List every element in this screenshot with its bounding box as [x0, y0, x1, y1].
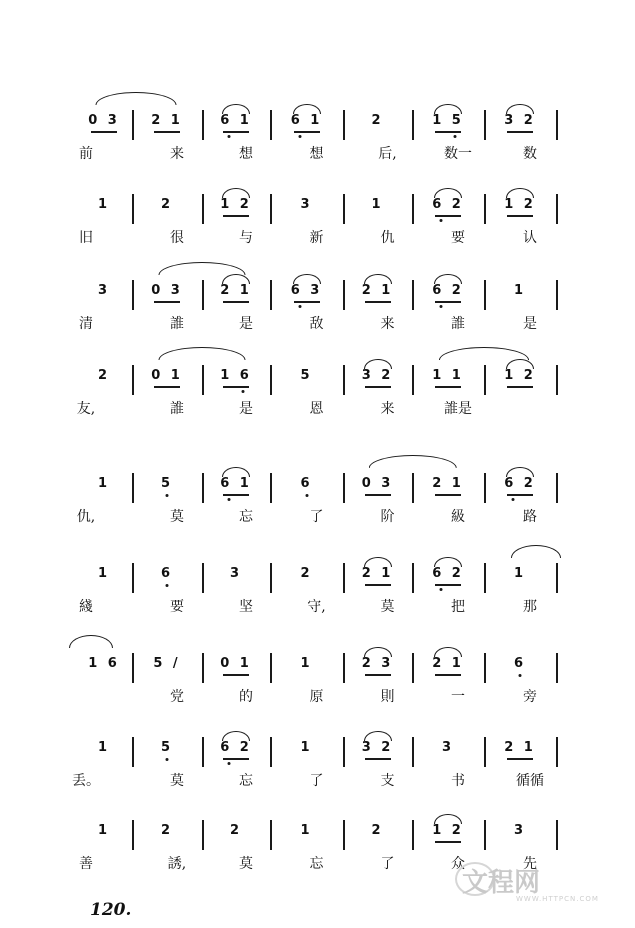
- note-group: 1: [97, 823, 111, 838]
- slur-arc: [506, 359, 534, 369]
- lyric: 党: [170, 689, 184, 705]
- bar-line: [270, 737, 272, 767]
- beam-underline: [435, 841, 461, 843]
- beam-underline: [223, 215, 249, 217]
- octave-dot: [166, 584, 169, 587]
- bar-line: [202, 280, 204, 310]
- bar-line: [270, 653, 272, 683]
- note-group: 6 1: [290, 113, 323, 128]
- note-group: 2: [160, 197, 174, 212]
- bar-line: [132, 563, 134, 593]
- bar-line: [484, 110, 486, 140]
- lyric: 誰是: [444, 401, 472, 417]
- lyric: 支: [380, 773, 395, 789]
- slur-arc: [434, 104, 462, 114]
- slur-arc: [222, 274, 250, 284]
- lyric: 誰: [170, 401, 184, 417]
- note-group: 3 2: [504, 113, 536, 128]
- octave-dot: [454, 135, 457, 138]
- bar-line: [484, 653, 486, 683]
- beam-underline: [223, 131, 249, 133]
- note-group: 2 1: [220, 283, 252, 298]
- octave-dot: [519, 674, 522, 677]
- bar-line: [132, 280, 134, 310]
- note-group: 2: [97, 368, 111, 383]
- bar-line: [132, 737, 134, 767]
- octave-dot: [305, 494, 308, 497]
- watermark-text: 文程网: [462, 868, 541, 898]
- lyric: 数一: [444, 146, 472, 162]
- lyric: 莫: [170, 773, 184, 789]
- bar-line: [412, 563, 414, 593]
- bar-line: [412, 365, 414, 395]
- slur-arc: [364, 731, 392, 741]
- bar-line: [132, 365, 134, 395]
- bar-line: [270, 110, 272, 140]
- note-group: 1: [97, 476, 111, 491]
- bar-line: [556, 473, 558, 503]
- note-group: 5: [300, 368, 313, 383]
- octave-dot: [228, 135, 231, 138]
- beam-underline: [365, 301, 391, 303]
- slur-arc: [434, 814, 462, 824]
- lyric: 綫: [79, 599, 93, 615]
- bar-line: [270, 365, 272, 395]
- bar-line: [343, 280, 345, 310]
- lyric: 則: [380, 689, 395, 705]
- beam-underline: [223, 674, 249, 676]
- slur-arc: [222, 731, 250, 741]
- score-system: [0, 108, 635, 168]
- note-group: 3: [97, 283, 111, 298]
- bar-line: [202, 563, 204, 593]
- lyric: 坚: [239, 599, 253, 615]
- bar-line: [343, 194, 345, 224]
- bar-line: [412, 820, 414, 850]
- bar-line: [484, 194, 486, 224]
- bar-line: [132, 820, 134, 850]
- slur-arc: [434, 188, 462, 198]
- note-group: 3: [229, 566, 243, 581]
- octave-dot: [242, 390, 245, 393]
- page-number: 120.: [90, 900, 132, 920]
- beam-underline: [435, 131, 461, 133]
- note-group: 2 1: [504, 740, 536, 755]
- lyric: 忘: [239, 773, 253, 789]
- note-group: 2 3: [361, 656, 394, 671]
- bar-line: [412, 110, 414, 140]
- beam-underline: [294, 131, 320, 133]
- phrase-slur: [158, 262, 245, 275]
- lyric: 忘: [309, 856, 324, 872]
- score-system: [0, 471, 635, 531]
- note-group: 3: [300, 197, 313, 212]
- lyric: 数: [523, 146, 537, 162]
- lyric: 循循: [516, 773, 544, 789]
- lyric: 一: [451, 689, 465, 705]
- lyric: 很: [170, 230, 184, 246]
- beam-underline: [507, 215, 533, 217]
- watermark-url: WWW.HTTPCN.COM: [516, 895, 599, 903]
- octave-dot: [440, 588, 443, 591]
- beam-underline: [507, 758, 533, 760]
- lyric: 前: [79, 146, 93, 162]
- note-group: 6: [300, 476, 313, 491]
- bar-line: [412, 653, 414, 683]
- beam-underline: [154, 386, 180, 388]
- slur-arc: [364, 274, 392, 284]
- bar-line: [343, 473, 345, 503]
- beam-underline: [365, 584, 391, 586]
- bar-line: [556, 365, 558, 395]
- beam-underline: [154, 301, 180, 303]
- phrase-slur: [69, 635, 113, 648]
- lyric: 新: [309, 230, 324, 246]
- bar-line: [202, 737, 204, 767]
- note-group: 3 2: [361, 368, 394, 383]
- lyric: 了: [309, 773, 324, 789]
- note-group: 5: [160, 740, 174, 755]
- score-system: [0, 651, 635, 711]
- note-group: 2 1: [432, 656, 464, 671]
- note-group: 2: [229, 823, 243, 838]
- beam-underline: [365, 758, 391, 760]
- lyric: 原: [309, 689, 324, 705]
- slur-arc: [222, 188, 250, 198]
- lyric: 来: [380, 316, 395, 332]
- note-group: 1: [513, 566, 527, 581]
- bar-line: [556, 280, 558, 310]
- slur-arc: [222, 104, 250, 114]
- lyric: 众: [451, 856, 465, 872]
- note-group: 6 3: [290, 283, 323, 298]
- bar-line: [556, 563, 558, 593]
- slur-arc: [506, 188, 534, 198]
- beam-underline: [365, 674, 391, 676]
- lyric: 要: [170, 599, 184, 615]
- lyric: 清: [79, 316, 93, 332]
- beam-underline: [91, 131, 117, 133]
- note-group: 1 6: [88, 656, 120, 671]
- bar-line: [484, 365, 486, 395]
- lyric: 与: [239, 230, 253, 246]
- bar-line: [484, 280, 486, 310]
- bar-line: [343, 653, 345, 683]
- note-group: 6: [160, 566, 174, 581]
- note-group: 1: [97, 197, 111, 212]
- lyric: 善: [79, 856, 93, 872]
- phrase-slur: [158, 347, 245, 360]
- slur-arc: [434, 557, 462, 567]
- bar-line: [132, 194, 134, 224]
- lyric: 敌: [309, 316, 324, 332]
- bar-line: [556, 820, 558, 850]
- lyric: 那: [523, 599, 537, 615]
- note-group: 3: [441, 740, 455, 755]
- note-group: 1 2: [504, 368, 536, 383]
- lyric: 阶: [380, 509, 395, 525]
- note-group: 1 5: [432, 113, 464, 128]
- lyric: 来: [170, 146, 184, 162]
- note-group: 1: [97, 740, 111, 755]
- bar-line: [270, 280, 272, 310]
- note-group: 0 1: [151, 368, 183, 383]
- lyric: 恩: [309, 401, 324, 417]
- bar-line: [132, 653, 134, 683]
- slur-arc: [364, 359, 392, 369]
- bar-line: [343, 737, 345, 767]
- octave-dot: [228, 498, 231, 501]
- note-group: 2 1: [361, 283, 394, 298]
- bar-line: [343, 563, 345, 593]
- note-group: 1 1: [432, 368, 464, 383]
- beam-underline: [507, 494, 533, 496]
- note-group: 6 2: [432, 197, 464, 212]
- lyric: 莫: [170, 509, 184, 525]
- note-group: 6 2: [220, 740, 252, 755]
- octave-dot: [166, 494, 169, 497]
- bar-line: [132, 473, 134, 503]
- lyric: 了: [309, 509, 324, 525]
- note-group: 1: [300, 823, 313, 838]
- lyric: 級: [451, 509, 465, 525]
- beam-underline: [223, 386, 249, 388]
- lyric: 要: [451, 230, 465, 246]
- bar-line: [484, 473, 486, 503]
- beam-underline: [435, 674, 461, 676]
- note-group: 6 2: [432, 566, 464, 581]
- lyric: 莫: [239, 856, 253, 872]
- lyric: 想: [309, 146, 324, 162]
- lyric: 誘,: [167, 856, 187, 872]
- lyric: 后,: [378, 146, 397, 162]
- note-group: 3: [513, 823, 527, 838]
- beam-underline: [435, 584, 461, 586]
- note-group: 2: [371, 113, 384, 128]
- lyric: 来: [380, 401, 395, 417]
- bar-line: [343, 820, 345, 850]
- octave-dot: [166, 758, 169, 761]
- octave-dot: [298, 305, 301, 308]
- bar-line: [270, 563, 272, 593]
- note-group: 0 3: [361, 476, 394, 491]
- note-group: 0 3: [151, 283, 183, 298]
- beam-underline: [435, 386, 461, 388]
- lyric: 忘: [239, 509, 253, 525]
- lyric: 是: [239, 401, 253, 417]
- phrase-slur: [369, 455, 458, 468]
- slur-arc: [293, 104, 321, 114]
- note-group: 3 2: [361, 740, 394, 755]
- note-group: 1: [371, 197, 384, 212]
- note-group: 6 2: [504, 476, 536, 491]
- bar-line: [343, 110, 345, 140]
- note-group: 5: [160, 476, 174, 491]
- bar-line: [270, 820, 272, 850]
- note-group: 1: [513, 283, 527, 298]
- lyric: 仇: [380, 230, 395, 246]
- lyric: 先: [523, 856, 537, 872]
- note-group: 6 1: [220, 113, 252, 128]
- note-group: 2: [300, 566, 313, 581]
- bar-line: [556, 653, 558, 683]
- bar-line: [412, 737, 414, 767]
- lyric: 把: [451, 599, 465, 615]
- octave-dot: [228, 762, 231, 765]
- lyric: 旧: [79, 230, 93, 246]
- lyric: 是: [523, 316, 537, 332]
- bar-line: [202, 653, 204, 683]
- lyric: 友,: [76, 401, 96, 417]
- lyric: 的: [239, 689, 253, 705]
- lyric: 守,: [307, 599, 326, 615]
- lyric: 仇,: [76, 509, 96, 525]
- bar-line: [412, 473, 414, 503]
- slur-arc: [222, 467, 250, 477]
- bar-line: [556, 194, 558, 224]
- note-group: 2: [371, 823, 384, 838]
- lyric: 旁: [523, 689, 537, 705]
- bar-line: [484, 563, 486, 593]
- lyric: 认: [523, 230, 537, 246]
- score-system: [0, 363, 635, 423]
- note-group: 0 1: [220, 656, 252, 671]
- note-group: 0 3: [88, 113, 120, 128]
- bar-line: [412, 194, 414, 224]
- lyric: 书: [451, 773, 465, 789]
- beam-underline: [223, 301, 249, 303]
- lyric: 想: [239, 146, 253, 162]
- bar-line: [202, 473, 204, 503]
- note-group: 1: [97, 566, 111, 581]
- bar-line: [202, 194, 204, 224]
- bar-line: [412, 280, 414, 310]
- beam-underline: [435, 301, 461, 303]
- bar-line: [270, 473, 272, 503]
- note-group: 6 2: [432, 283, 464, 298]
- note-group: 1 2: [504, 197, 536, 212]
- score-system: [0, 561, 635, 621]
- note-group: 1 2: [432, 823, 464, 838]
- lyric: 路: [523, 509, 537, 525]
- slur-arc: [506, 104, 534, 114]
- bar-line: [202, 365, 204, 395]
- beam-underline: [435, 215, 461, 217]
- note-group: 6: [513, 656, 527, 671]
- bar-line: [202, 110, 204, 140]
- beam-underline: [223, 494, 249, 496]
- bar-line: [556, 110, 558, 140]
- note-group: 2 1: [432, 476, 464, 491]
- score-system: [0, 192, 635, 252]
- bar-line: [270, 194, 272, 224]
- lyric: 莫: [380, 599, 395, 615]
- beam-underline: [154, 131, 180, 133]
- bar-line: [343, 365, 345, 395]
- lyric: 丢。: [72, 773, 100, 789]
- beam-underline: [223, 758, 249, 760]
- score-system: [0, 735, 635, 795]
- octave-dot: [298, 135, 301, 138]
- phrase-slur: [439, 347, 529, 360]
- beam-underline: [507, 131, 533, 133]
- slur-arc: [364, 557, 392, 567]
- score-system: [0, 278, 635, 338]
- beam-underline: [365, 494, 391, 496]
- beam-underline: [507, 386, 533, 388]
- slur-arc: [364, 647, 392, 657]
- slur-arc: [434, 274, 462, 284]
- bar-line: [132, 110, 134, 140]
- phrase-slur: [511, 545, 561, 558]
- bar-line: [202, 820, 204, 850]
- lyric: 誰: [451, 316, 465, 332]
- note-group: 2: [160, 823, 174, 838]
- slur-arc: [293, 274, 321, 284]
- note-group: 1: [300, 656, 313, 671]
- octave-dot: [440, 219, 443, 222]
- octave-dot: [512, 498, 515, 501]
- bar-line: [484, 820, 486, 850]
- octave-dot: [440, 305, 443, 308]
- lyric: 是: [239, 316, 253, 332]
- note-group: 2 1: [361, 566, 394, 581]
- beam-underline: [294, 301, 320, 303]
- phrase-slur: [95, 92, 176, 105]
- note-group: 6 1: [220, 476, 252, 491]
- beam-underline: [435, 494, 461, 496]
- lyric: 誰: [170, 316, 184, 332]
- beam-underline: [365, 386, 391, 388]
- note-group: 5 /: [153, 656, 181, 671]
- lyric: 了: [380, 856, 395, 872]
- slur-arc: [434, 647, 462, 657]
- note-group: 2 1: [151, 113, 183, 128]
- note-group: 1 6: [220, 368, 252, 383]
- bar-line: [556, 737, 558, 767]
- bar-line: [484, 737, 486, 767]
- slur-arc: [506, 467, 534, 477]
- note-group: 1: [300, 740, 313, 755]
- note-group: 1 2: [220, 197, 252, 212]
